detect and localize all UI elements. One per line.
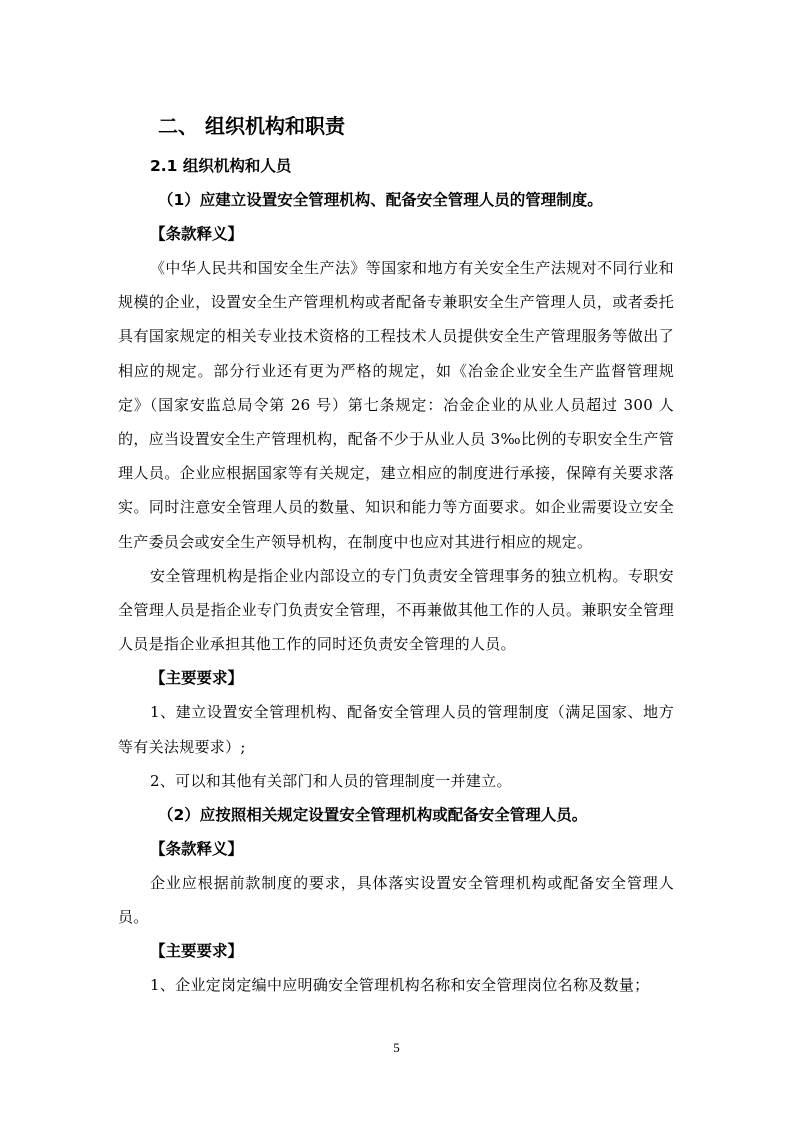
page-content — [118, 111, 674, 1003]
clause-1-requirements-label: 【主要要求】 — [150, 669, 244, 688]
subsection-title: 2.1 组织机构和人员 — [150, 157, 292, 175]
clause-1-requirement-item: 2、可以和其他有关部门和人员的管理制度一并建立。 — [150, 771, 512, 790]
clause-1-requirement-item: 1、建立设置安全管理机构、配备安全管理人员的管理制度（满足国家、地方等有关法规要求）; — [118, 703, 674, 756]
page-number: 5 — [393, 1040, 400, 1055]
clause-2-requirement-item: 1、企业定岗定编中应明确安全管理机构名称和安全管理岗位名称及数量； — [150, 976, 650, 995]
clause-1-title: （1）应建立设置安全管理机构、配备安全管理人员的管理制度。 — [158, 191, 603, 209]
clause-1-interpretation-label: 【条款释义】 — [150, 225, 244, 243]
clause-1-interpretation-para: 《中华人民共和国安全生产法》等国家和地方有关安全生产法规对不同行业和规模的企业，设置安全生产管理机构或者配备专兼职安全生产管理人员，或者委托具有国家规定的相关专业技术资格的工程技术人员提供安全生产管理服务等做出了相应的规定。部分行业还有更为严格的规定，如《冶金企业安全生产监督管理规定》（国家安监总局令第 26 号）第七条规定：冶金企业的从业人员超过 300 人的，应当设置安全生产管理机构，配备不少于从业人员 3‰比例的专职安全生产管理人员。企业应根据国家等有关规定，建立相应的制度进行承接，保障有关要求落实。同时注意安全管理人员的数量、知识和能力等方面要求。如企业需要设立安全生产委员会或安全生产领导机构，在制度中也应对其进行相应的规定。 — [118, 259, 674, 551]
section-title: 二、 组织机构和职责 — [158, 114, 345, 138]
clause-2-requirements-label: 【主要要求】 — [150, 942, 244, 961]
clause-2-interpretation-label: 【条款释义】 — [150, 840, 244, 859]
clause-2-interpretation-para: 企业应根据前款制度的要求，具体落实设置安全管理机构或配备安全管理人员。 — [118, 874, 674, 927]
clause-2-title: （2）应按照相关规定设置安全管理机构或配备安全管理人员。 — [158, 806, 588, 825]
clause-1-interpretation-para: 安全管理机构是指企业内部设立的专门负责安全管理事务的独立机构。专职安全管理人员是指企业专门负责安全管理，不再兼做其他工作的人员。兼职安全管理人员是指企业承担其他工作的同时还负责安全管理的人员。 — [118, 566, 674, 654]
